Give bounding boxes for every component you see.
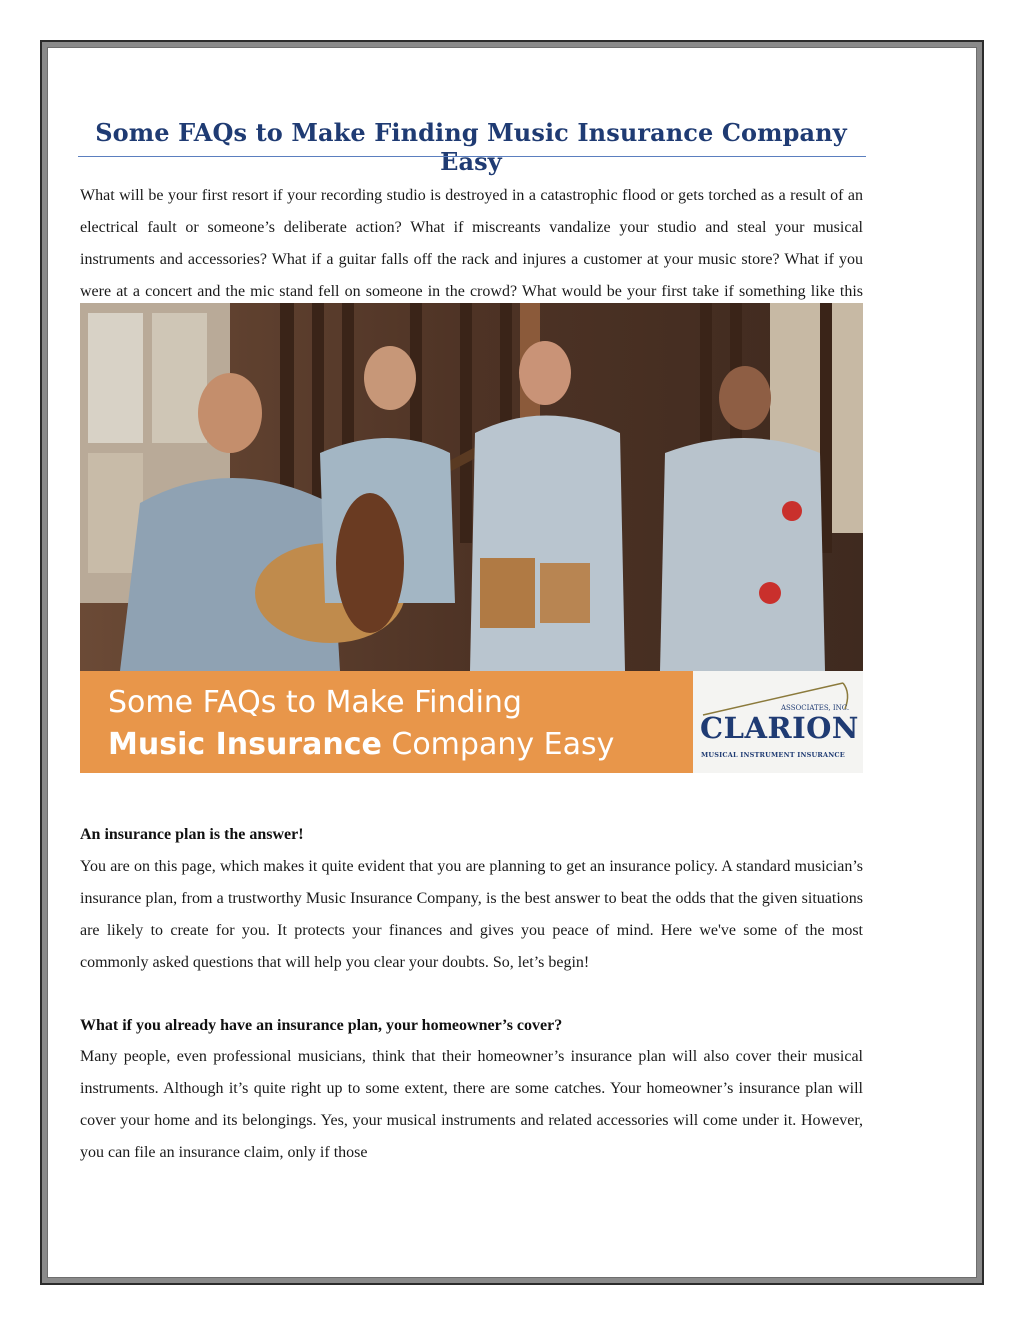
- section2-paragraph: Many people, even professional musicians, think that their homeowner’s insurance plan will also cover their musical instruments. Although it’s quite right up to some extent, there are some catches. Your homeowner’s insurance plan will cover your home and its belongings. Yes, your musical instruments and related accessories will come under it. However, you can file an insurance claim, only if those: [80, 1048, 863, 1161]
- banner-caption-line2: [108, 727, 614, 762]
- banner-image: [80, 303, 863, 773]
- page-title: Some FAQs to Make Finding Music Insurance Company Easy: [95, 118, 847, 176]
- banner-caption-line1: Some FAQs to Make Finding: [108, 685, 522, 720]
- section2-heading: What if you already have an insurance plan, your homeowner’s cover?: [80, 1017, 563, 1034]
- section1-paragraph: You are on this page, which makes it quite evident that you are planning to get an insurance policy. A standard musician’s insurance plan, from a trustworthy Music Insurance Company, is the best answer to beat the odds that the given situations are likely to create for you. It protects your finances and gives you peace of mind. Here we've some of the most commonly asked questions that will help you clear your doubts. So, let’s begin!: [80, 858, 863, 971]
- banner-caption-rest: Company Easy: [381, 727, 615, 762]
- clarion-logo: [693, 671, 863, 773]
- musicians-photo: [80, 303, 863, 671]
- banner-caption: [80, 671, 693, 773]
- logo-associates: ASSOCIATES, INC.: [781, 704, 850, 712]
- title-underline: [78, 156, 866, 157]
- intro-paragraph: What will be your first resort if your recording studio is destroyed in a catastrophic flood or gets torched as a result of an electrical fault or someone’s deliberate action? What if miscreants vandalize your studio and steal your musical instruments and accessories? What if a guitar falls off the rack and injures a customer at your music store? What if you were at a concert and the mic stand fell on someone in the crowd? What would be your first take if something like this: [80, 187, 863, 300]
- banner-caption-bold: Music Insurance: [108, 727, 382, 762]
- logo-tagline: MUSICAL INSTRUMENT INSURANCE: [701, 751, 845, 759]
- logo-name: CLARION: [700, 711, 859, 745]
- section1-heading: An insurance plan is the answer!: [80, 826, 304, 843]
